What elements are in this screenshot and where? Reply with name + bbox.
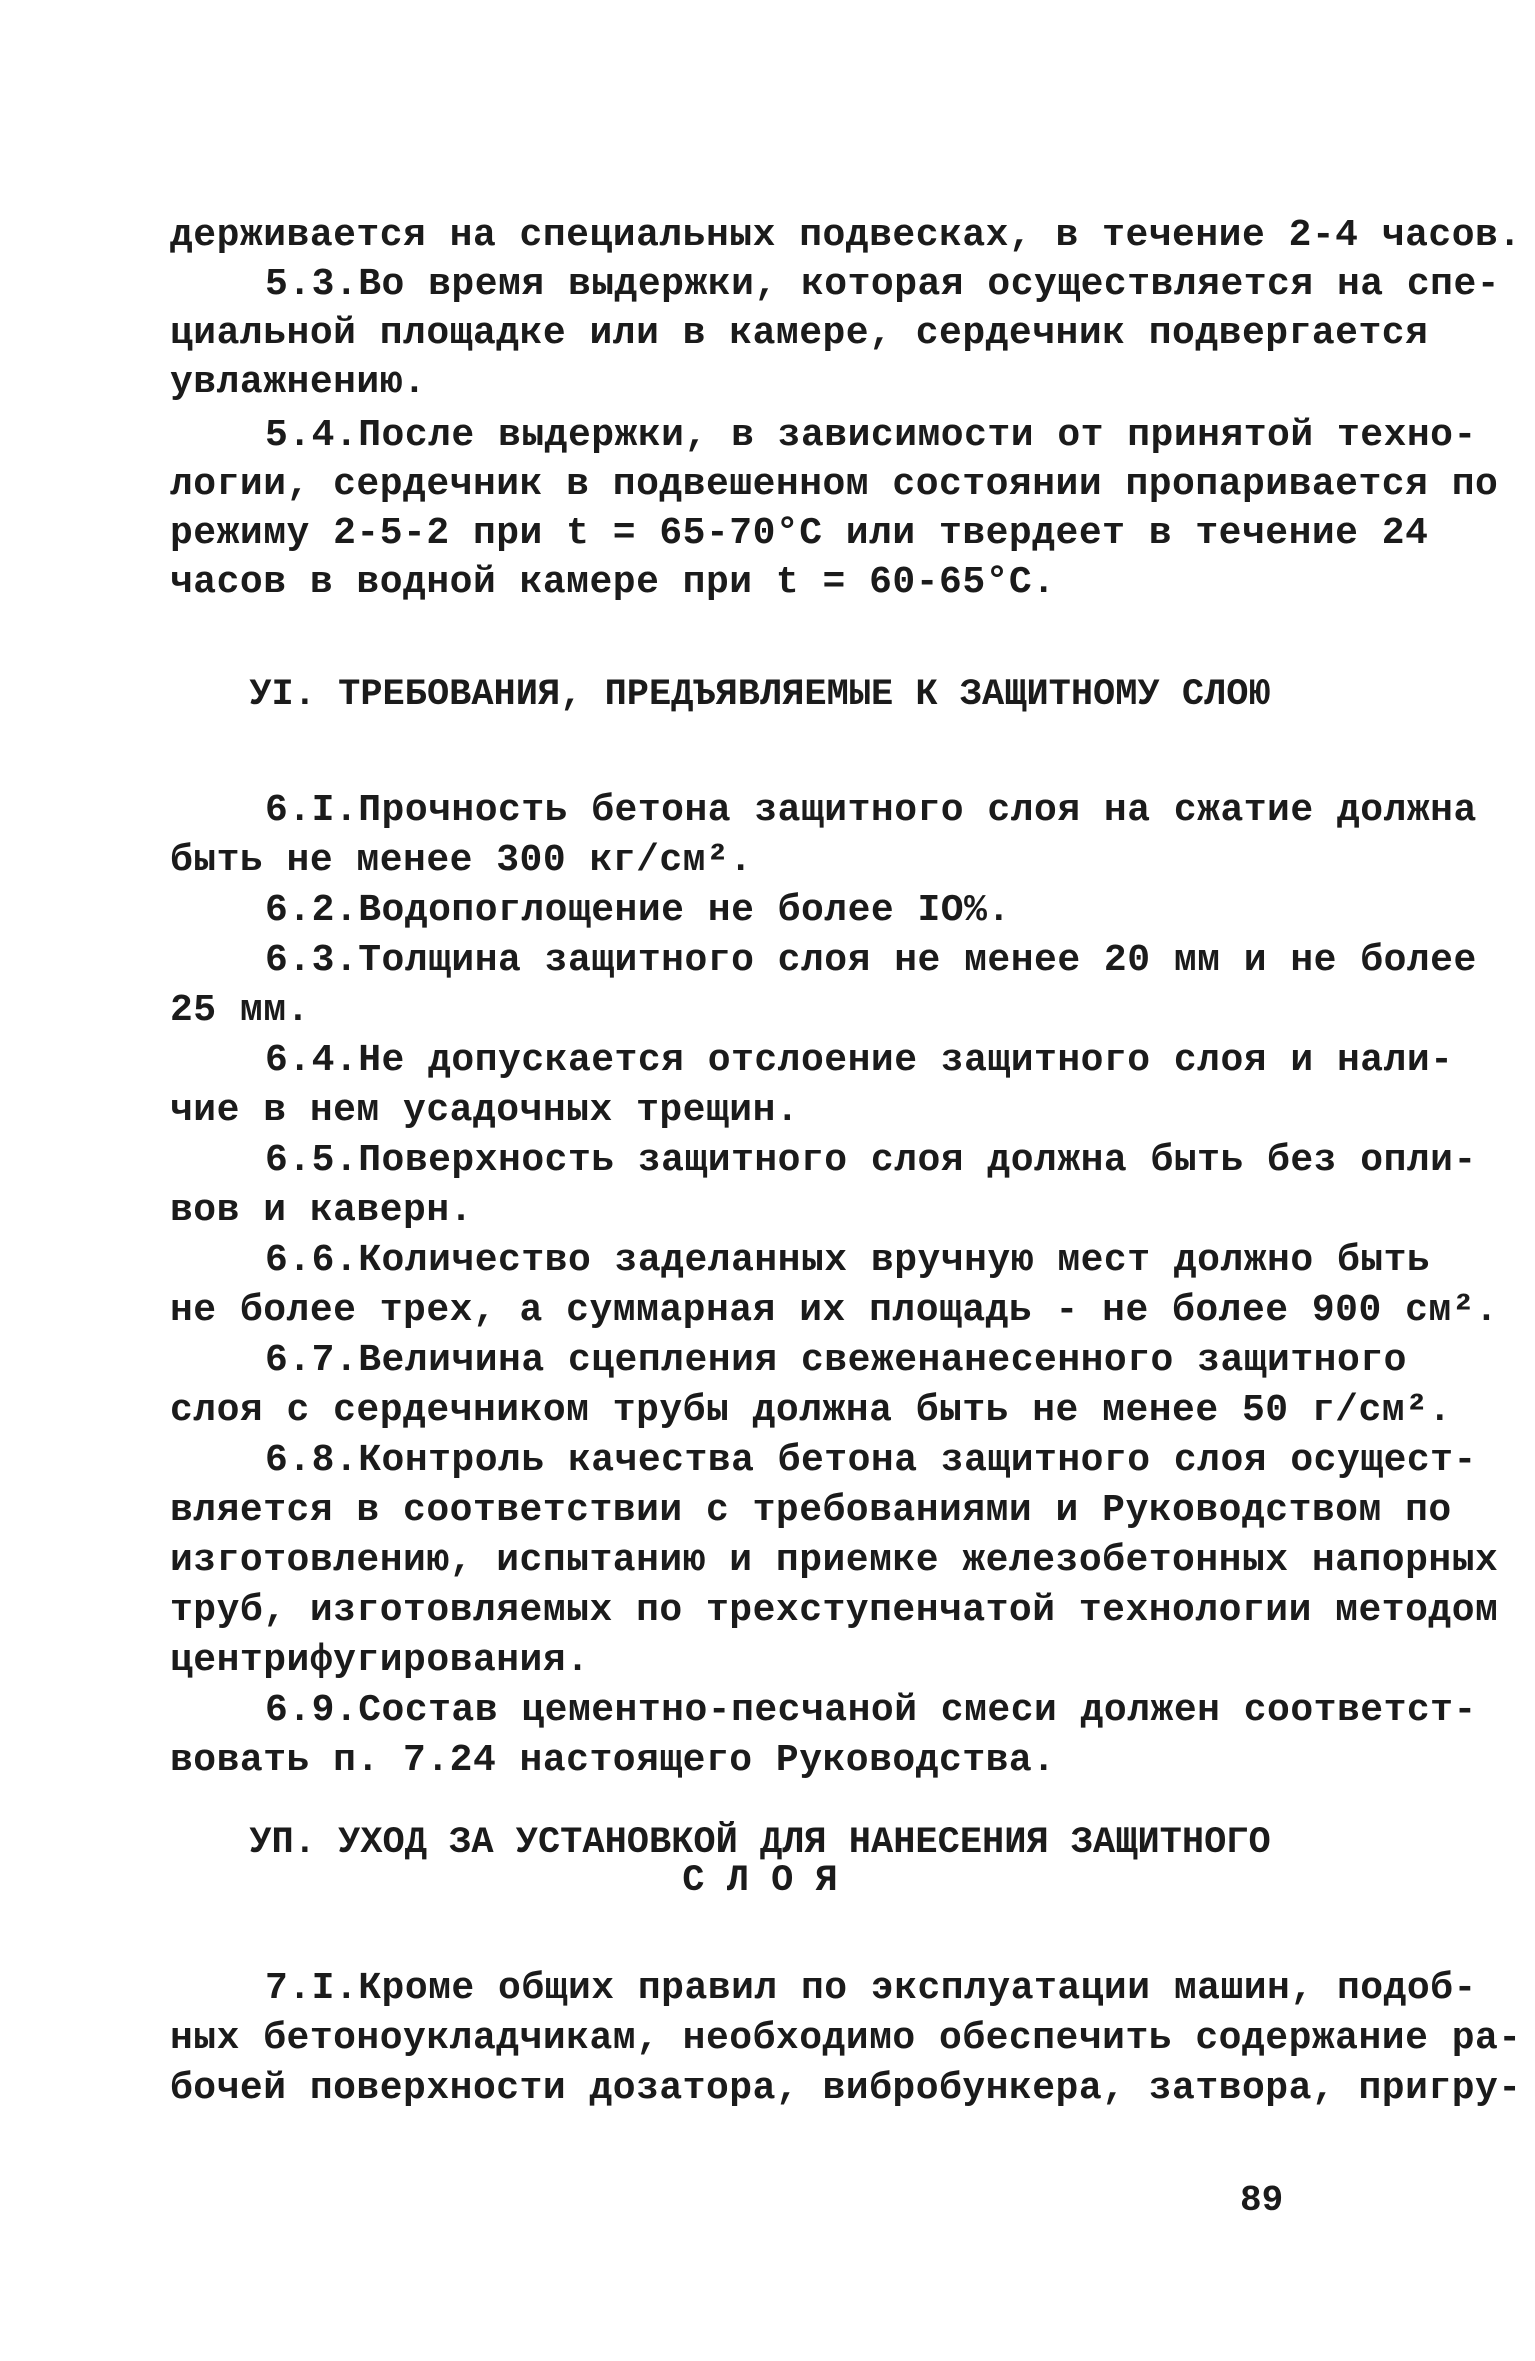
text-line: 6.6.Количество заделанных вручную мест должно быть (265, 1239, 1431, 1282)
text-line: 6.4.Не допускается отслоение защитного слоя и нали- (265, 1039, 1454, 1082)
text-line: бочей поверхности дозатора, вибробункера, затвора, пригру- (170, 2067, 1522, 2110)
text-line: центрифугирования. (170, 1639, 590, 1682)
text-line: 6.3.Толщина защитного слоя не менее 20 мм и не более (265, 939, 1477, 982)
text-line: 7.I.Кроме общих правил по эксплуатации машин, подоб- (265, 1967, 1477, 2010)
text-line: вляется в соответствии с требованиями и Руководством по (170, 1489, 1452, 1532)
text-line: 25 мм. (170, 989, 310, 1032)
text-line: 6.9.Состав цементно-песчаной смеси должен соответст- (265, 1689, 1477, 1732)
text-line: часов в водной камере при t = 60-65°С. (170, 561, 1056, 604)
section-heading: УП. УХОД ЗА УСТАНОВКОЙ ДЛЯ НАНЕСЕНИЯ ЗАЩИТНОГО (249, 1822, 1271, 1864)
text-line: не более трех, а суммарная их площадь - не более 900 см². (170, 1289, 1499, 1332)
text-line: 6.2.Водопоглощение не более IО%. (265, 889, 1011, 932)
section-heading: УI. ТРЕБОВАНИЯ, ПРЕДЪЯВЛЯЕМЫЕ К ЗАЩИТНОМУ СЛОЮ (249, 674, 1271, 716)
text-line: изготовлению, испытанию и приемке железобетонных напорных (170, 1539, 1499, 1582)
text-line: быть не менее 300 кг/см². (170, 839, 753, 882)
text-line: вовать п. 7.24 настоящего Руководства. (170, 1739, 1056, 1782)
text-line: слоя с сердечником трубы должна быть не менее 50 г/см². (170, 1389, 1452, 1432)
text-line: режиму 2-5-2 при t = 65-70°С или твердеет в течение 24 (170, 512, 1429, 555)
text-line: ных бетоноукладчикам, необходимо обеспечить содержание ра- (170, 2017, 1522, 2060)
text-line: циальной площадке или в камере, сердечник подвергается (170, 312, 1429, 355)
text-line: увлажнению. (170, 361, 427, 404)
page-number: 89 (1240, 2180, 1284, 2221)
text-line: чие в нем усадочных трещин. (170, 1089, 800, 1132)
text-line: логии, сердечник в подвешенном состоянии пропаривается по (170, 463, 1499, 506)
text-line: 6.7.Величина сцепления свеженанесенного защитного (265, 1339, 1407, 1382)
text-line: держивается на специальных подвесках, в течение 2-4 часов. (170, 214, 1522, 257)
text-line: 5.3.Во время выдержки, которая осуществляется на спе- (265, 263, 1501, 306)
text-line: 6.5.Поверхность защитного слоя должна быть без опли- (265, 1139, 1477, 1182)
text-line: 6.8.Контроль качества бетона защитного слоя осущест- (265, 1439, 1477, 1482)
text-line: труб, изготовляемых по трехступенчатой технологии методом (170, 1589, 1499, 1632)
text-line: 5.4.После выдержки, в зависимости от принятой техно- (265, 414, 1477, 457)
text-line: 6.I.Прочность бетона защитного слоя на сжатие должна (265, 789, 1477, 832)
text-line: вов и каверн. (170, 1189, 473, 1232)
section-heading-continued: С Л О Я (682, 1860, 838, 1902)
